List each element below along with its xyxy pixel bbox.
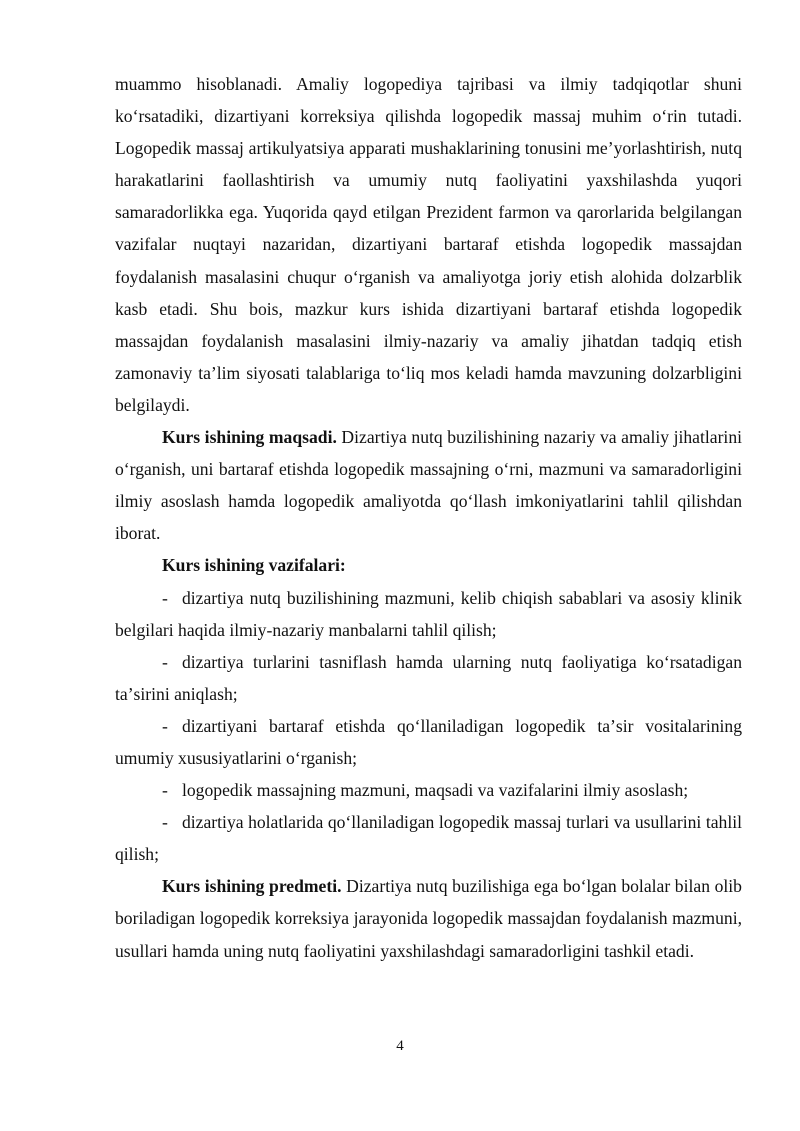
dash-marker: - — [162, 780, 168, 801]
task-text: dizartiya holatlarida qoʻllaniladigan logopedik massaj turlari va usullarini tahlil qilish; — [115, 812, 742, 865]
subject-text: Dizartiya nutq buzilishiga ega boʻlgan bolalar bilan olib boriladigan logopedik korreksiya jarayonida logopedik massajdan foydalanish mazmuni, usullari hamda uning nutq faoliyatini yaxshilashdagi samaradorligini tashkil etadi. — [115, 876, 742, 961]
task-text: dizartiya turlarini tasniflash hamda ularning nutq faoliyatiga koʻrsatadigan taʼsirini aniqlash; — [115, 651, 742, 704]
subject-heading: Kurs ishining predmeti. — [162, 876, 342, 897]
tasks-heading: Kurs ishining vazifalari: — [162, 555, 346, 576]
task-item-5 — [115, 806, 742, 870]
page-content — [115, 68, 742, 967]
task-item-4 — [115, 774, 742, 806]
subject-paragraph — [115, 870, 742, 966]
dash-marker: - — [162, 812, 168, 833]
task-text: dizartiya nutq buzilishining mazmuni, kelib chiqish sabablari va asosiy klinik belgilari haqida ilmiy-nazariy manbalarni tahlil qilish; — [115, 587, 742, 640]
task-item-1 — [115, 582, 742, 646]
tasks-heading-paragraph — [115, 549, 742, 581]
aim-paragraph — [115, 421, 742, 549]
page-number: 4 — [396, 1038, 404, 1054]
task-text: logopedik massajning mazmuni, maqsadi va vazifalarini ilmiy asoslash; — [182, 780, 689, 801]
aim-text: Dizartiya nutq buzilishining nazariy va amaliy jihatlarini oʻrganish, uni bartaraf etishda logopedik massajning oʻrni, mazmuni va samaradorligini ilmiy asoslash hamda logopedik amaliyotda qoʻllash imkoniyatlarini tahlil qilishdan iborat. — [115, 427, 742, 544]
task-text: dizartiyani bartaraf etishda qoʻllaniladigan logopedik taʼsir vositalarining umumiy xususiyatlarini oʻrganish; — [115, 715, 742, 768]
intro-paragraph: muammo hisoblanadi. Amaliy logopediya tajribasi va ilmiy tadqiqotlar shuni koʻrsatadiki, dizartiyani korreksiya qilishda logopedik massaj muhim oʻrin tutadi. Logopedik massaj artikulyatsiya apparati mushaklarining tonusini meʼyorlashtirish, nutq harakatlarini faollashtirish va umumiy nutq faoliyatini yaxshilashda yuqori samaradorlikka ega. Yuqorida qayd etilgan Prezident farmon va qarorlarida belgilangan vazifalar nuqtayi nazaridan, dizartiyani bartaraf etishda logopedik massajdan foydalanish masalasini chuqur oʻrganish va amaliyotga joriy etish alohida dolzarblik kasb etadi. Shu bois, mazkur kurs ishida dizartiyani bartaraf etishda logopedik massajdan foydalanish masalasini ilmiy-nazariy va amaliy jihatdan tadqiq etish zamonaviy taʼlim siyosati talablariga toʻliq mos keladi hamda mavzuning dolzarbligini belgilaydi. — [115, 74, 742, 415]
task-item-3 — [115, 710, 742, 774]
dash-marker: - — [162, 715, 168, 736]
aim-heading: Kurs ishining maqsadi. — [162, 427, 337, 448]
dash-marker: - — [162, 587, 168, 608]
dash-marker: - — [162, 651, 168, 672]
task-item-2 — [115, 646, 742, 710]
